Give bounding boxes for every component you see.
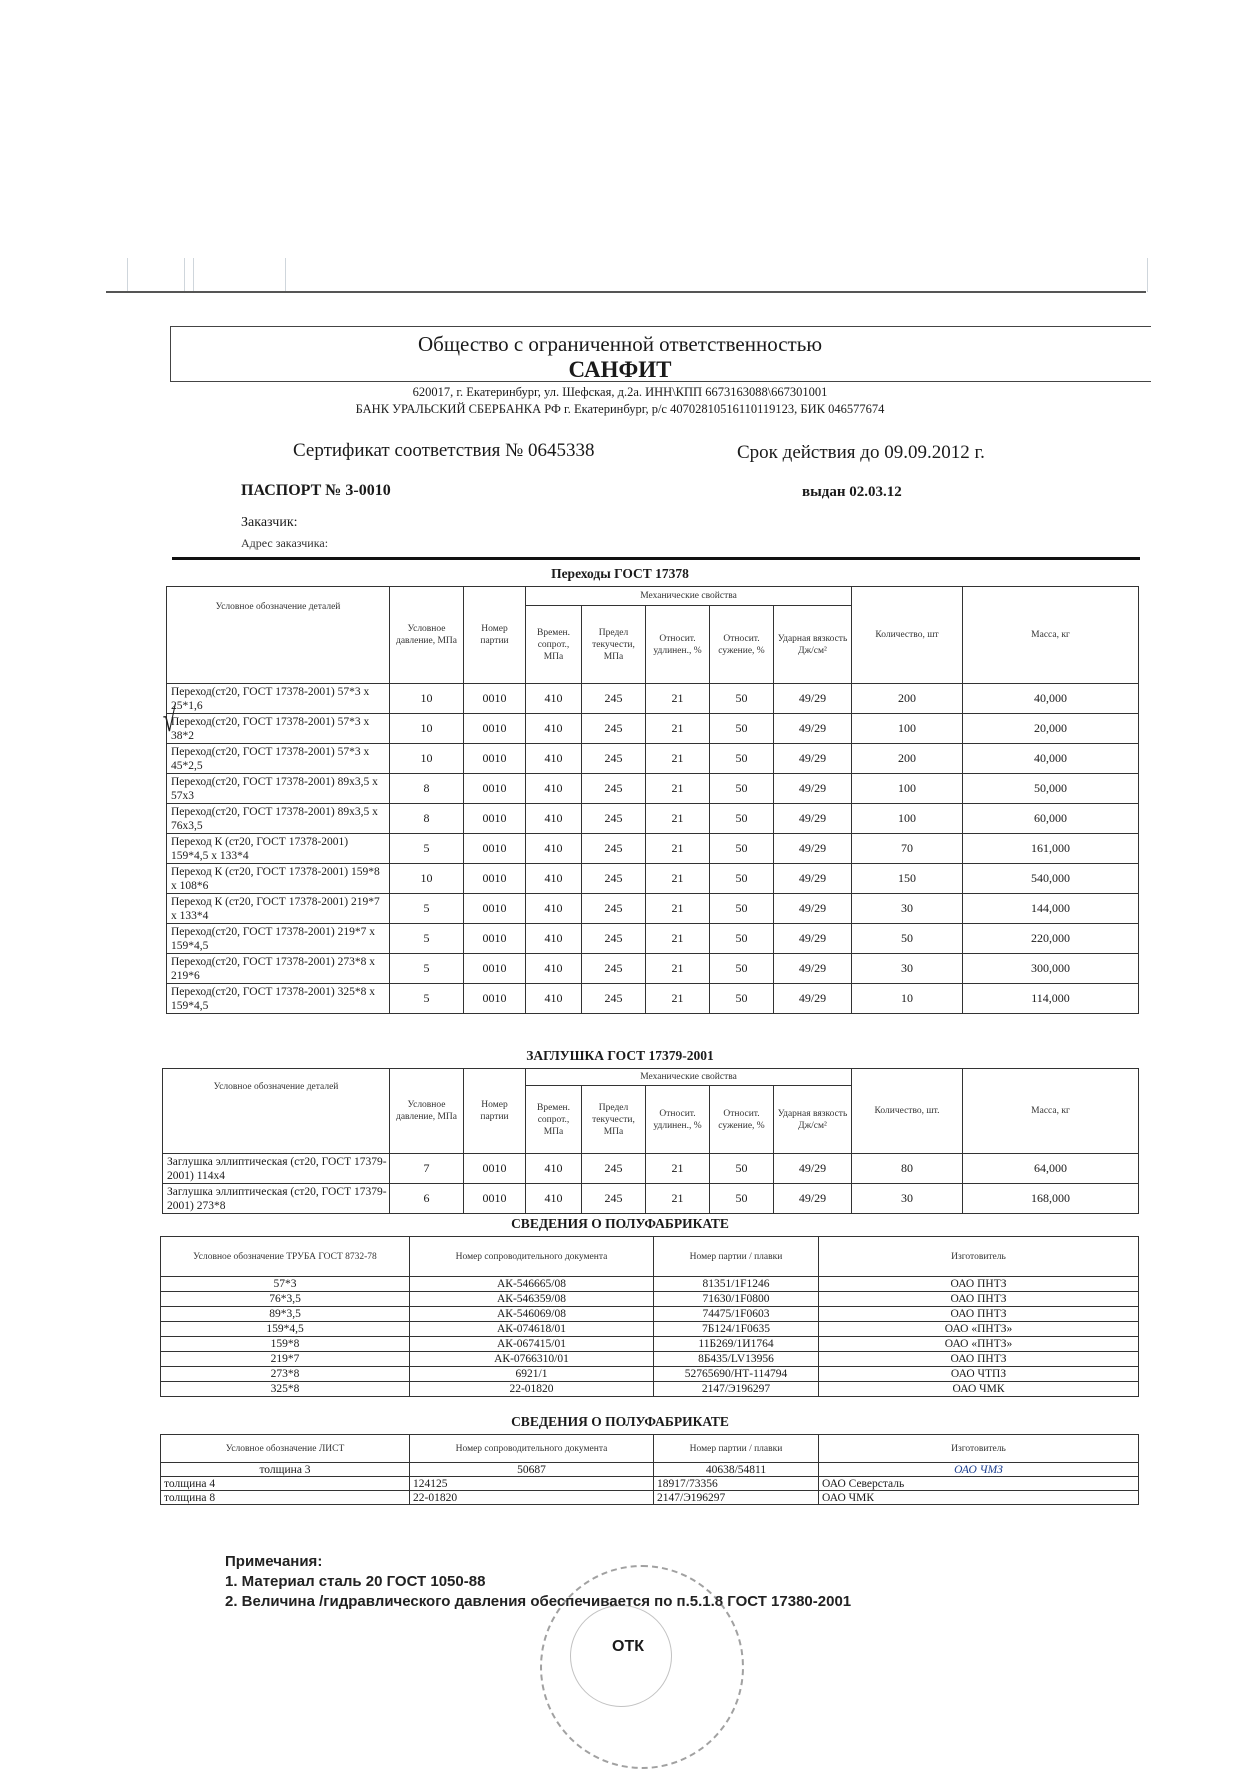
- col-description: Условное обозначение деталей: [163, 1069, 390, 1154]
- checkmark-icon: √: [162, 702, 176, 739]
- table-cell: 71630/1F0800: [654, 1292, 819, 1307]
- cell-batch: 0010: [464, 744, 526, 774]
- cell-tensile: 410: [526, 684, 582, 714]
- col-header: Номер партии / плавки: [654, 1435, 819, 1463]
- table-cell: 219*7: [161, 1352, 410, 1367]
- table-row: [167, 864, 1139, 894]
- cell-impact: 49/29: [774, 774, 852, 804]
- cell-batch: 0010: [464, 894, 526, 924]
- cell-description: Заглушка эллиптическая (ст20, ГОСТ 17379-2001) 114х4: [163, 1154, 390, 1184]
- table-cell: 50687: [410, 1463, 654, 1477]
- cell-description: Переход(ст20, ГОСТ 17378-2001) 57*3 х 38*2: [167, 714, 390, 744]
- notes-title: Примечания:: [225, 1553, 323, 1570]
- table-row: [161, 1477, 1139, 1491]
- bank-line: БАНК УРАЛЬСКИЙ СБЕРБАНКА РФ г. Екатеринбург, р/с 40702810516110119123, БИК 046577674: [355, 402, 885, 416]
- cell-reduct: 50: [710, 804, 774, 834]
- table-row: [161, 1307, 1139, 1322]
- table-cell: 89*3,5: [161, 1307, 410, 1322]
- col-header: Изготовитель: [819, 1237, 1139, 1277]
- table-cell: 76*3,5: [161, 1292, 410, 1307]
- cell-mass: 50,000: [963, 774, 1139, 804]
- table-cell: 7Б124/1F0635: [654, 1322, 819, 1337]
- col-header: Изготовитель: [819, 1435, 1139, 1463]
- table-cell: 159*8: [161, 1337, 410, 1352]
- cell-description: Переход(ст20, ГОСТ 17378-2001) 57*3 х 45*2,5: [167, 744, 390, 774]
- table-row: [167, 984, 1139, 1014]
- cell-reduct: 50: [710, 954, 774, 984]
- table-cell: 40638/54811: [654, 1463, 819, 1477]
- cell-mass: 40,000: [963, 684, 1139, 714]
- table-row: [167, 954, 1139, 984]
- cell-tensile: 410: [526, 744, 582, 774]
- col-tensile: Времен. сопрот., МПа: [526, 1086, 582, 1154]
- certificate-validity: Срок действия до 09.09.2012 г.: [737, 442, 985, 463]
- semi-pipe-table: [160, 1236, 1139, 1397]
- plugs-table: [162, 1068, 1139, 1214]
- col-impact: Ударная вязкость Дж/см²: [774, 606, 852, 684]
- cell-pressure: 5: [390, 984, 464, 1014]
- col-pressure: Условное давление, МПа: [390, 587, 464, 684]
- cell-yield: 245: [582, 774, 646, 804]
- cell-reduct: 50: [710, 684, 774, 714]
- col-reduction: Относит. сужение, %: [710, 606, 774, 684]
- scan-artifacts: [127, 258, 1147, 292]
- table-cell: АК-546665/08: [410, 1277, 654, 1292]
- table-cell: 22-01820: [410, 1382, 654, 1397]
- cell-batch: 0010: [464, 774, 526, 804]
- cell-impact: 49/29: [774, 894, 852, 924]
- cell-reduct: 50: [710, 894, 774, 924]
- table-cell: 2147/Э196297: [654, 1491, 819, 1505]
- cell-mass: 40,000: [963, 744, 1139, 774]
- cell-elong: 21: [646, 984, 710, 1014]
- cell-reduct: 50: [710, 744, 774, 774]
- cell-elong: 21: [646, 1154, 710, 1184]
- table-cell: 22-01820: [410, 1491, 654, 1505]
- col-impact: Ударная вязкость Дж/см²: [774, 1086, 852, 1154]
- col-header: Условное обозначение ЛИСТ: [161, 1435, 410, 1463]
- cell-batch: 0010: [464, 714, 526, 744]
- table-row: [167, 684, 1139, 714]
- table-cell: АК-0766310/01: [410, 1352, 654, 1367]
- col-batch: Номер партии: [464, 587, 526, 684]
- cell-yield: 245: [582, 1184, 646, 1214]
- cell-qty: 100: [852, 714, 963, 744]
- cell-pressure: 8: [390, 774, 464, 804]
- table-cell: ОАО ЧТПЗ: [819, 1367, 1139, 1382]
- cell-impact: 49/29: [774, 714, 852, 744]
- cell-description: Переход(ст20, ГОСТ 17378-2001) 89х3,5 х 57х3: [167, 774, 390, 804]
- note-item: 1. Материал сталь 20 ГОСТ 1050-88: [225, 1573, 486, 1590]
- table-row: [163, 1184, 1139, 1214]
- col-group-mechanical: Механические свойства: [526, 1069, 852, 1086]
- table-cell: 273*8: [161, 1367, 410, 1382]
- table-cell: 8Б435/LV13956: [654, 1352, 819, 1367]
- cell-impact: 49/29: [774, 1184, 852, 1214]
- cell-elong: 21: [646, 864, 710, 894]
- col-tensile: Времен. сопрот., МПа: [526, 606, 582, 684]
- cell-yield: 245: [582, 714, 646, 744]
- cell-mass: 220,000: [963, 924, 1139, 954]
- cell-mass: 114,000: [963, 984, 1139, 1014]
- cell-reduct: 50: [710, 1184, 774, 1214]
- cell-tensile: 410: [526, 1184, 582, 1214]
- cell-batch: 0010: [464, 834, 526, 864]
- cell-mass: 20,000: [963, 714, 1139, 744]
- table-cell: ОАО ПНТЗ: [819, 1352, 1139, 1367]
- cell-yield: 245: [582, 864, 646, 894]
- address-line: 620017, г. Екатеринбург, ул. Шефская, д.2а. ИНН\КПП 6673163088\667301001: [412, 385, 828, 399]
- cell-impact: 49/29: [774, 924, 852, 954]
- cell-batch: 0010: [464, 924, 526, 954]
- cell-impact: 49/29: [774, 954, 852, 984]
- cell-tensile: 410: [526, 984, 582, 1014]
- cell-elong: 21: [646, 774, 710, 804]
- cell-reduct: 50: [710, 714, 774, 744]
- cell-tensile: 410: [526, 1154, 582, 1184]
- table-row: [161, 1352, 1139, 1367]
- cell-description: Переход К (ст20, ГОСТ 17378-2001) 219*7 х 133*4: [167, 894, 390, 924]
- cell-qty: 80: [852, 1154, 963, 1184]
- table-row: [163, 1154, 1139, 1184]
- cell-tensile: 410: [526, 954, 582, 984]
- cell-reduct: 50: [710, 1154, 774, 1184]
- table-cell: ОАО «ПНТЗ»: [819, 1322, 1139, 1337]
- cell-qty: 50: [852, 924, 963, 954]
- cell-yield: 245: [582, 984, 646, 1014]
- cell-elong: 21: [646, 1184, 710, 1214]
- stamp-label: ОТК: [612, 1638, 644, 1655]
- table-cell: АК-546069/08: [410, 1307, 654, 1322]
- cell-pressure: 7: [390, 1154, 464, 1184]
- passport-number: ПАСПОРТ № 3-0010: [241, 482, 391, 499]
- cell-yield: 245: [582, 684, 646, 714]
- table-cell: 18917/73356: [654, 1477, 819, 1491]
- col-pressure: Условное давление, МПа: [390, 1069, 464, 1154]
- cell-pressure: 5: [390, 894, 464, 924]
- cell-batch: 0010: [464, 804, 526, 834]
- col-quantity: Количество, шт: [852, 587, 963, 684]
- table-cell: ОАО ПНТЗ: [819, 1307, 1139, 1322]
- cell-yield: 245: [582, 804, 646, 834]
- col-mass: Масса, кг: [963, 587, 1139, 684]
- col-header: Номер сопроводительного документа: [410, 1237, 654, 1277]
- cell-impact: 49/29: [774, 864, 852, 894]
- cell-elong: 21: [646, 744, 710, 774]
- col-description: Условное обозначение деталей: [167, 587, 390, 684]
- divider: [172, 557, 1140, 560]
- semi-sheet-table: [160, 1434, 1139, 1505]
- certificate-number: Сертификат соответствия № 0645338: [293, 440, 595, 461]
- cell-qty: 100: [852, 804, 963, 834]
- table-row: [161, 1367, 1139, 1382]
- cell-pressure: 10: [390, 714, 464, 744]
- table-cell: толщина 8: [161, 1491, 410, 1505]
- cell-batch: 0010: [464, 954, 526, 984]
- table-cell: ОАО Северсталь: [819, 1477, 1139, 1491]
- cell-pressure: 5: [390, 834, 464, 864]
- cell-pressure: 5: [390, 954, 464, 984]
- semi-sheet-title: СВЕДЕНИЯ О ПОЛУФАБРИКАТЕ: [511, 1414, 729, 1429]
- table-cell: 57*3: [161, 1277, 410, 1292]
- cell-qty: 30: [852, 954, 963, 984]
- stamp-inner-ring: [570, 1605, 672, 1707]
- cell-pressure: 10: [390, 684, 464, 714]
- cell-pressure: 6: [390, 1184, 464, 1214]
- table-row: [167, 924, 1139, 954]
- table-cell: ОАО ЧМЗ: [819, 1463, 1139, 1477]
- cell-impact: 49/29: [774, 834, 852, 864]
- col-reduction: Относит. сужение, %: [710, 1086, 774, 1154]
- table-cell: 74475/1F0603: [654, 1307, 819, 1322]
- table-cell: 81351/1F1246: [654, 1277, 819, 1292]
- plugs-title: ЗАГЛУШКА ГОСТ 17379-2001: [526, 1048, 714, 1063]
- cell-elong: 21: [646, 804, 710, 834]
- table-cell: толщина 4: [161, 1477, 410, 1491]
- cell-description: Переход(ст20, ГОСТ 17378-2001) 325*8 х 159*4,5: [167, 984, 390, 1014]
- col-elongation: Относит. удлинен., %: [646, 606, 710, 684]
- table-cell: ОАО ПНТЗ: [819, 1292, 1139, 1307]
- cell-tensile: 410: [526, 714, 582, 744]
- table-cell: АК-074618/01: [410, 1322, 654, 1337]
- cell-qty: 30: [852, 1184, 963, 1214]
- col-header: Номер сопроводительного документа: [410, 1435, 654, 1463]
- table-row: [167, 744, 1139, 774]
- cell-mass: 300,000: [963, 954, 1139, 984]
- table-row: [161, 1491, 1139, 1505]
- table-cell: 124125: [410, 1477, 654, 1491]
- cell-description: Переход(ст20, ГОСТ 17378-2001) 57*3 х 25*1,6: [167, 684, 390, 714]
- table-row: [167, 714, 1139, 744]
- table-cell: ОАО ЧМК: [819, 1491, 1139, 1505]
- table-row: [161, 1337, 1139, 1352]
- table-row: [167, 774, 1139, 804]
- col-batch: Номер партии: [464, 1069, 526, 1154]
- org-type: Общество с ограниченной ответственностью: [417, 332, 823, 356]
- table-row: [167, 834, 1139, 864]
- table-cell: АК-067415/01: [410, 1337, 654, 1352]
- table-row: [167, 804, 1139, 834]
- semi-pipe-title: СВЕДЕНИЯ О ПОЛУФАБРИКАТЕ: [511, 1216, 729, 1231]
- table-cell: 325*8: [161, 1382, 410, 1397]
- cell-reduct: 50: [710, 984, 774, 1014]
- cell-reduct: 50: [710, 924, 774, 954]
- cell-elong: 21: [646, 834, 710, 864]
- table-cell: 159*4,5: [161, 1322, 410, 1337]
- cell-yield: 245: [582, 834, 646, 864]
- cell-mass: 144,000: [963, 894, 1139, 924]
- transitions-table: [166, 586, 1139, 1014]
- col-group-mechanical: Механические свойства: [526, 587, 852, 606]
- cell-description: Заглушка эллиптическая (ст20, ГОСТ 17379-2001) 273*8: [163, 1184, 390, 1214]
- cell-batch: 0010: [464, 984, 526, 1014]
- cell-batch: 0010: [464, 864, 526, 894]
- cell-description: Переход(ст20, ГОСТ 17378-2001) 89х3,5 х 76х3,5: [167, 804, 390, 834]
- cell-description: Переход(ст20, ГОСТ 17378-2001) 219*7 х 159*4,5: [167, 924, 390, 954]
- cell-tensile: 410: [526, 834, 582, 864]
- cell-batch: 0010: [464, 1184, 526, 1214]
- cell-elong: 21: [646, 894, 710, 924]
- cell-impact: 49/29: [774, 804, 852, 834]
- cell-tensile: 410: [526, 894, 582, 924]
- note-item: 2. Величина /гидравлического давления обеспечивается по п.5.1.8 ГОСТ 17380-2001: [225, 1593, 852, 1610]
- cell-tensile: 410: [526, 924, 582, 954]
- table-row: [161, 1277, 1139, 1292]
- customer-label: Заказчик:: [241, 515, 298, 530]
- table-cell: толщина 3: [161, 1463, 410, 1477]
- table-cell: АК-546359/08: [410, 1292, 654, 1307]
- org-name: САНФИТ: [568, 357, 672, 382]
- cell-pressure: 8: [390, 804, 464, 834]
- cell-tensile: 410: [526, 774, 582, 804]
- cell-impact: 49/29: [774, 744, 852, 774]
- cell-batch: 0010: [464, 1154, 526, 1184]
- cell-description: Переход К (ст20, ГОСТ 17378-2001) 159*4,5 х 133*4: [167, 834, 390, 864]
- col-elongation: Относит. удлинен., %: [646, 1086, 710, 1154]
- table-cell: ОАО «ПНТЗ»: [819, 1337, 1139, 1352]
- table-cell: ОАО ПНТЗ: [819, 1277, 1139, 1292]
- cell-mass: 168,000: [963, 1184, 1139, 1214]
- cell-mass: 64,000: [963, 1154, 1139, 1184]
- cell-qty: 70: [852, 834, 963, 864]
- cell-tensile: 410: [526, 804, 582, 834]
- table-row: [161, 1292, 1139, 1307]
- cell-elong: 21: [646, 684, 710, 714]
- col-yield: Предел текучести, МПа: [582, 606, 646, 684]
- col-header: Условное обозначение ТРУБА ГОСТ 8732-78: [161, 1237, 410, 1277]
- customer-address-label: Адрес заказчика:: [241, 536, 329, 550]
- cell-mass: 60,000: [963, 804, 1139, 834]
- cell-yield: 245: [582, 1154, 646, 1184]
- table-cell: 6921/1: [410, 1367, 654, 1382]
- cell-qty: 100: [852, 774, 963, 804]
- col-yield: Предел текучести, МПа: [582, 1086, 646, 1154]
- cell-pressure: 10: [390, 864, 464, 894]
- col-header: Номер партии / плавки: [654, 1237, 819, 1277]
- notes: [225, 1552, 851, 1612]
- table-cell: 2147/Э196297: [654, 1382, 819, 1397]
- cell-elong: 21: [646, 924, 710, 954]
- cell-elong: 21: [646, 954, 710, 984]
- table-cell: ОАО ЧМК: [819, 1382, 1139, 1397]
- cell-qty: 150: [852, 864, 963, 894]
- cell-elong: 21: [646, 714, 710, 744]
- table-cell: 11Б269/1И1764: [654, 1337, 819, 1352]
- cell-yield: 245: [582, 954, 646, 984]
- table-row: [161, 1322, 1139, 1337]
- cell-impact: 49/29: [774, 684, 852, 714]
- cell-qty: 200: [852, 744, 963, 774]
- cell-mass: 540,000: [963, 864, 1139, 894]
- table-row: [161, 1382, 1139, 1397]
- cell-reduct: 50: [710, 774, 774, 804]
- cell-batch: 0010: [464, 684, 526, 714]
- table-row: [167, 894, 1139, 924]
- issued-date: выдан 02.03.12: [802, 484, 902, 500]
- cell-pressure: 5: [390, 924, 464, 954]
- cell-reduct: 50: [710, 864, 774, 894]
- transitions-title: Переходы ГОСТ 17378: [551, 566, 689, 581]
- cell-qty: 30: [852, 894, 963, 924]
- cell-yield: 245: [582, 744, 646, 774]
- company-details: [0, 384, 1240, 418]
- table-cell: 52765690/НТ-114794: [654, 1367, 819, 1382]
- cell-qty: 10: [852, 984, 963, 1014]
- cell-yield: 245: [582, 894, 646, 924]
- cell-mass: 161,000: [963, 834, 1139, 864]
- cell-yield: 245: [582, 924, 646, 954]
- cell-tensile: 410: [526, 864, 582, 894]
- col-mass: Масса, кг: [963, 1069, 1139, 1154]
- cell-impact: 49/29: [774, 1154, 852, 1184]
- cell-impact: 49/29: [774, 984, 852, 1014]
- col-quantity: Количество, шт.: [852, 1069, 963, 1154]
- cell-description: Переход К (ст20, ГОСТ 17378-2001) 159*8 х 108*6: [167, 864, 390, 894]
- cell-pressure: 10: [390, 744, 464, 774]
- cell-reduct: 50: [710, 834, 774, 864]
- table-row: [161, 1463, 1139, 1477]
- cell-description: Переход(ст20, ГОСТ 17378-2001) 273*8 х 219*6: [167, 954, 390, 984]
- top-rule: [106, 291, 1146, 293]
- cell-qty: 200: [852, 684, 963, 714]
